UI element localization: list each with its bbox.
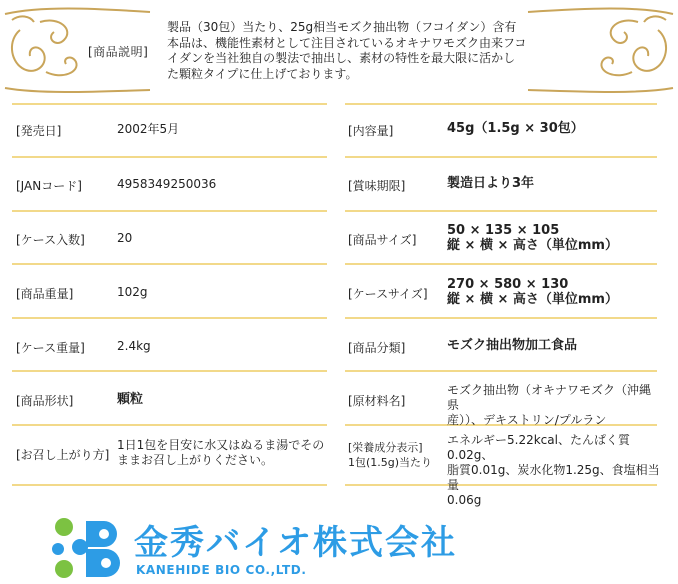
jan-code-value: 4958349250036 xyxy=(117,177,217,191)
product-size-value: 50 × 135 × 105 縦 × 横 × 高さ（単位mm） xyxy=(447,223,618,253)
divider xyxy=(345,103,657,105)
directions-label: [お召し上がり方] xyxy=(16,448,110,462)
divider xyxy=(12,156,327,158)
best-before-value: 製造日より3年 xyxy=(447,176,535,191)
product-description-box xyxy=(0,0,678,100)
case-quantity-value: 20 xyxy=(117,231,133,245)
company-name-en: KANEHIDE BIO CO.,LTD. xyxy=(136,563,307,577)
release-date-value: 2002年5月 xyxy=(117,122,180,136)
description-line: 製品（30包）当たり、25g相当モズク抽出物（フコイダン）含有 xyxy=(167,20,517,34)
product-form-label: [商品形状] xyxy=(16,394,74,408)
product-weight-value: 102g xyxy=(117,285,148,299)
divider xyxy=(12,263,327,265)
description-line: た顆粒タイプに仕上げております。 xyxy=(167,66,358,81)
case-quantity-label: [ケース入数] xyxy=(16,233,85,247)
divider xyxy=(345,263,657,265)
directions-value: 1日1包を目安に水又はぬるま湯でその ままお召し上がりください。 xyxy=(117,438,325,467)
content-amount-value: 45g（1.5g × 30包） xyxy=(447,121,584,136)
nutrition-label: [栄養成分表示] 1包(1.5g)当たり xyxy=(348,441,433,469)
divider xyxy=(12,103,327,105)
case-size-label: [ケースサイズ] xyxy=(348,287,428,301)
case-size-value: 270 × 580 × 130 縦 × 横 × 高さ（単位mm） xyxy=(447,277,618,307)
description-text xyxy=(167,20,567,82)
company-logo xyxy=(50,515,470,583)
content-amount-label: [内容量] xyxy=(348,124,394,138)
ingredients-label: [原材料名] xyxy=(348,394,406,408)
product-weight-label: [商品重量] xyxy=(16,287,74,301)
product-form-value: 顆粒 xyxy=(117,392,144,407)
case-weight-label: [ケース重量] xyxy=(16,341,85,355)
company-name-jp: 金秀バイオ株式会社 xyxy=(134,523,457,563)
ingredients-value: モズク抽出物（オキナワモズク（沖縄県 産））、デキストリン/プルラン xyxy=(447,383,652,427)
divider xyxy=(12,210,327,212)
divider xyxy=(12,317,327,319)
description-label: [商品説明] xyxy=(88,45,149,59)
divider xyxy=(345,210,657,212)
case-weight-value: 2.4kg xyxy=(117,339,151,353)
description-line: イダンを当社独自の製法で抽出し、素材の特性を最大限に活かし xyxy=(167,51,516,65)
best-before-label: [賞味期限] xyxy=(348,179,406,193)
divider xyxy=(345,317,657,319)
release-date-label: [発売日] xyxy=(16,124,62,138)
nutrition-value: エネルギー5.22kcal、たんぱく質0.02g、 脂質0.01g、炭水化物1.25g、食塩相当量 0.06g xyxy=(447,433,660,507)
divider xyxy=(12,424,327,426)
product-category-label: [商品分類] xyxy=(348,341,406,355)
product-size-label: [商品サイズ] xyxy=(348,233,417,247)
kanehide-logo-icon xyxy=(50,515,128,581)
divider xyxy=(345,370,657,372)
description-line: 本品は、機能性素材として注目されているオキナワモズク由来フコ xyxy=(167,35,527,50)
divider xyxy=(12,370,327,372)
jan-code-label: [JANコード] xyxy=(16,179,82,193)
product-category-value: モズク抽出物加工食品 xyxy=(447,338,578,353)
divider xyxy=(12,484,327,486)
divider xyxy=(345,156,657,158)
